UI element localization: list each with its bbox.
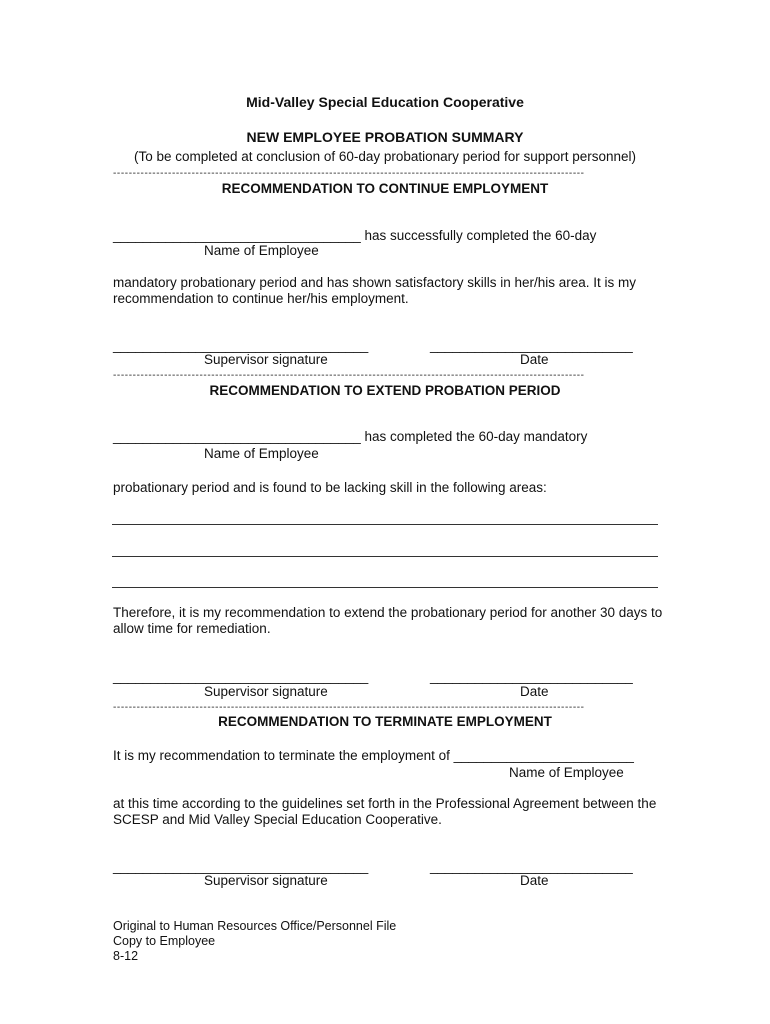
footer-distribution-original: Original to Human Resources Office/Personnel File	[113, 919, 397, 933]
terminate-body-text: at this time according to the guidelines set forth in the Professional Agreement between the SCESP and Mid Valley Special Education Cooperative.	[113, 796, 657, 827]
extend-date-field[interactable]: ___________________________	[430, 669, 633, 684]
continue-date-field[interactable]: ___________________________	[430, 338, 633, 353]
continue-employee-name-field[interactable]: _________________________________ has successfully completed the 60-day	[113, 228, 597, 243]
terminate-date-field[interactable]: ___________________________	[430, 859, 633, 874]
terminate-employee-name-field[interactable]: It is my recommendation to terminate the employment of ________________________	[113, 748, 634, 763]
continue-employee-name-label: Name of Employee	[204, 243, 319, 258]
extend-heading: RECOMMENDATION TO EXTEND PROBATION PERIOD	[209, 383, 561, 398]
terminate-signature-field[interactable]: __________________________________	[113, 859, 369, 874]
deficiency-line-2[interactable]	[112, 556, 658, 557]
extend-remediation-text: Therefore, it is my recommendation to extend the probationary period for another 30 days to allow time for remediation.	[113, 605, 663, 636]
continue-signature-label: Supervisor signature	[204, 352, 328, 367]
terminate-employee-name-label: Name of Employee	[509, 765, 624, 780]
terminate-date-label: Date	[520, 873, 549, 888]
extend-body-text: probationary period and is found to be lacking skill in the following areas:	[113, 480, 547, 495]
deficiency-line-3[interactable]	[112, 587, 658, 588]
deficiency-line-1[interactable]	[112, 524, 658, 525]
section-divider: ------------------------------------------------------------------------------------------------------------------------	[113, 371, 585, 381]
extend-signature-label: Supervisor signature	[204, 684, 328, 699]
footer-revision-code: 8-12	[113, 949, 139, 963]
footer-distribution-copy: Copy to Employee	[113, 934, 216, 948]
continue-body-text: mandatory probationary period and has shown satisfactory skills in her/his area. It is my recommendation to continue her/his employment.	[113, 275, 636, 306]
extend-employee-name-label: Name of Employee	[204, 446, 319, 461]
form-title: NEW EMPLOYEE PROBATION SUMMARY	[246, 129, 524, 145]
extend-signature-field[interactable]: __________________________________	[113, 669, 369, 684]
continue-signature-field[interactable]: __________________________________	[113, 338, 369, 353]
continue-date-label: Date	[520, 352, 549, 367]
organization-title: Mid-Valley Special Education Cooperative	[246, 94, 524, 110]
section-divider: ------------------------------------------------------------------------------------------------------------------------	[113, 703, 585, 713]
continue-heading: RECOMMENDATION TO CONTINUE EMPLOYMENT	[221, 181, 549, 196]
form-subtitle: (To be completed at conclusion of 60-day probationary period for support personnel)	[133, 149, 637, 164]
terminate-signature-label: Supervisor signature	[204, 873, 328, 888]
extend-employee-name-field[interactable]: _________________________________ has completed the 60-day mandatory	[113, 429, 588, 444]
section-divider: ------------------------------------------------------------------------------------------------------------------------	[113, 169, 585, 179]
extend-date-label: Date	[520, 684, 549, 699]
terminate-heading: RECOMMENDATION TO TERMINATE EMPLOYMENT	[218, 714, 552, 729]
